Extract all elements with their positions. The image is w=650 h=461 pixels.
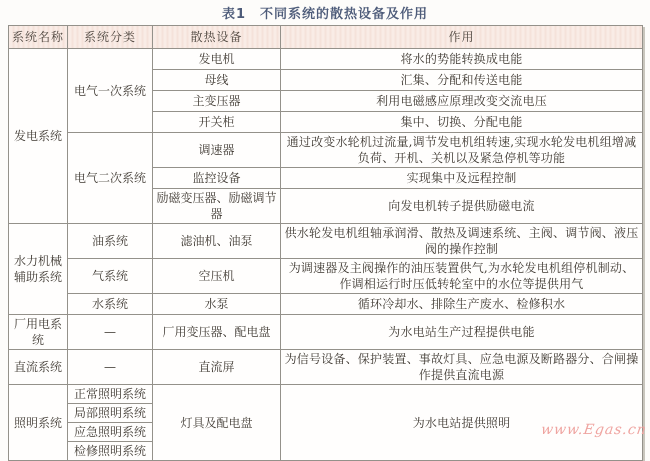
header-row — [9, 26, 643, 49]
cell-device: 励磁变压器、励磁调节器 — [153, 189, 281, 224]
cell-class-none: — — [68, 315, 153, 350]
heat-equipment-table — [8, 25, 643, 461]
cell-class-primary-electrical: 电气一次系统 — [68, 49, 153, 133]
cell-action: 集中、切换、分配电能 — [281, 112, 643, 133]
table-row — [9, 315, 643, 350]
cell-action: 汇集、分配和传送电能 — [281, 70, 643, 91]
cell-device: 主变压器 — [153, 91, 281, 112]
cell-action: 为水电站提供照明 — [281, 385, 643, 461]
cell-action: 为调速器及主阀操作的油压装置供气,为水轮发电机组停机制动、作调相运行时压低转轮室中的水位等提供用气 — [281, 259, 643, 294]
cell-class-maintenance-lighting: 检修照明系统 — [68, 442, 153, 461]
cell-device: 直流屏 — [153, 350, 281, 385]
table-row — [9, 350, 643, 385]
cell-device: 调速器 — [153, 133, 281, 168]
cell-device: 发电机 — [153, 49, 281, 70]
cell-action: 为信号设备、保护装置、事故灯具、应急电源及断路器分、合闸操作提供直流电源 — [281, 350, 643, 385]
page-title: 表1 不同系统的散热设备及作用 — [221, 7, 429, 22]
column-header-device: 散热设备 — [153, 26, 281, 49]
cell-system-dc: 直流系统 — [9, 350, 68, 385]
cell-device: 开关柜 — [153, 112, 281, 133]
cell-class-normal-lighting: 正常照明系统 — [68, 385, 153, 404]
cell-action: 为水电站生产过程提供电能 — [281, 315, 643, 350]
cell-action: 循环冷却水、排除生产废水、检修积水 — [281, 294, 643, 315]
cell-class-water-system: 水系统 — [68, 294, 153, 315]
table-row — [9, 133, 643, 168]
cell-device: 灯具及配电盘 — [153, 385, 281, 461]
cell-device: 水泵 — [153, 294, 281, 315]
cell-class-local-lighting: 局部照明系统 — [68, 404, 153, 423]
table-row — [9, 224, 643, 259]
cell-action: 实现集中及远程控制 — [281, 168, 643, 189]
table-row — [9, 259, 643, 294]
cell-action: 向发电机转子提供励磁电流 — [281, 189, 643, 224]
cell-action: 利用电磁感应原理改变交流电压 — [281, 91, 643, 112]
cell-class-secondary-electrical: 电气二次系统 — [68, 133, 153, 224]
cell-system-power-generation: 发电系统 — [9, 49, 68, 224]
column-header-classification: 系统分类 — [68, 26, 153, 49]
table-row — [9, 49, 643, 70]
cell-action: 通过改变水轮机过流量,调节发电机组转速,实现水轮发电机组增减负荷、开机、关机以及紧急停机等功能 — [281, 133, 643, 168]
column-header-function: 作用 — [281, 26, 643, 49]
table-row — [9, 385, 643, 404]
cell-class-none: — — [68, 350, 153, 385]
column-header-system-name: 系统名称 — [9, 26, 68, 49]
table-row — [9, 294, 643, 315]
cell-class-oil-system: 油系统 — [68, 224, 153, 259]
cell-system-hydro-mechanical: 水力机械辅助系统 — [9, 224, 68, 315]
cell-system-lighting: 照明系统 — [9, 385, 68, 461]
cell-class-air-system: 气系统 — [68, 259, 153, 294]
cell-action: 将水的势能转换成电能 — [281, 49, 643, 70]
cell-action: 供水轮发电机组轴承润滑、散热及调速系统、主阀、调节阀、液压阀的操作控制 — [281, 224, 643, 259]
cell-device: 监控设备 — [153, 168, 281, 189]
cell-device: 母线 — [153, 70, 281, 91]
cell-device: 滤油机、油泵 — [153, 224, 281, 259]
watermark-egas: www.Egas.cn — [540, 422, 649, 438]
cell-device: 空压机 — [153, 259, 281, 294]
cell-class-emergency-lighting: 应急照明系统 — [68, 423, 153, 442]
cell-device: 厂用变压器、配电盘 — [153, 315, 281, 350]
cell-system-station-service: 厂用电系统 — [9, 315, 68, 350]
